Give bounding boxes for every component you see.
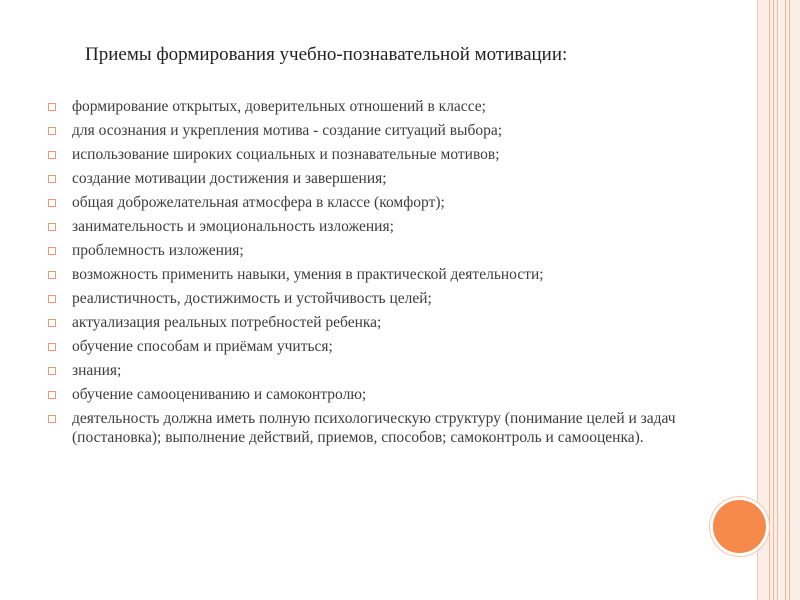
bullet-text: возможность применить навыки, умения в практической деятельности; (72, 266, 544, 283)
stripe-line (789, 0, 790, 600)
square-outline-bullet-icon (48, 295, 56, 303)
bullet-item (48, 361, 688, 380)
bullet-text: использование широких социальных и познавательные мотивов; (72, 146, 500, 163)
square-outline-bullet-icon (48, 367, 56, 375)
square-outline-bullet-icon (48, 247, 56, 255)
bullet-item (48, 289, 688, 308)
bullet-text: обучение самооцениванию и самоконтролю; (72, 386, 367, 403)
square-outline-bullet-icon (48, 151, 56, 159)
bullet-text: занимательность и эмоциональность изложения; (72, 218, 394, 235)
slide-title: Приемы формирования учебно-познавательной мотивации: (85, 44, 568, 65)
bullet-text: реалистичность, достижимость и устойчивость целей; (72, 290, 432, 307)
square-outline-bullet-icon (48, 175, 56, 183)
stripe-line (773, 0, 774, 600)
square-outline-bullet-icon (48, 271, 56, 279)
square-outline-bullet-icon (48, 319, 56, 327)
decorative-orange-circle (710, 497, 769, 556)
bullet-text: знания; (72, 362, 122, 379)
bullet-text: общая доброжелательная атмосфера в классе (комфорт); (72, 194, 445, 211)
bullet-item (48, 313, 688, 332)
bullet-item (48, 145, 688, 164)
bullet-item (48, 169, 688, 188)
bullet-text: обучение способам и приёмам учиться; (72, 338, 333, 355)
bullet-item (48, 337, 688, 356)
bullet-text: формирование открытых, доверительных отношений в классе; (72, 98, 486, 115)
bullet-text: для осознания и укрепления мотива - создание ситуаций выбора; (72, 122, 503, 139)
square-outline-bullet-icon (48, 343, 56, 351)
stripe-line (777, 0, 778, 600)
bullet-item (48, 193, 688, 212)
bullet-item (48, 241, 688, 260)
stripe-line (785, 0, 786, 600)
bullet-item (48, 217, 688, 236)
bullet-text: проблемность изложения; (72, 242, 244, 259)
bullet-text: создание мотивации достижения и завершения; (72, 170, 387, 187)
bullet-item (48, 265, 688, 284)
bullet-list (48, 97, 688, 452)
square-outline-bullet-icon (48, 391, 56, 399)
square-outline-bullet-icon (48, 415, 56, 423)
bullet-item (48, 385, 688, 404)
square-outline-bullet-icon (48, 199, 56, 207)
bullet-text: деятельность должна иметь полную психологическую структуру (понимание целей и задач (постановка); выполнение действий, приемов, способов; самоконтроль и самооценка). (72, 410, 676, 446)
bullet-item (48, 121, 688, 140)
square-outline-bullet-icon (48, 103, 56, 111)
stripe-line (769, 0, 770, 600)
bullet-item (48, 97, 688, 116)
bullet-text: актуализация реальных потребностей ребенка; (72, 314, 382, 331)
square-outline-bullet-icon (48, 127, 56, 135)
square-outline-bullet-icon (48, 223, 56, 231)
bullet-item (48, 409, 688, 447)
